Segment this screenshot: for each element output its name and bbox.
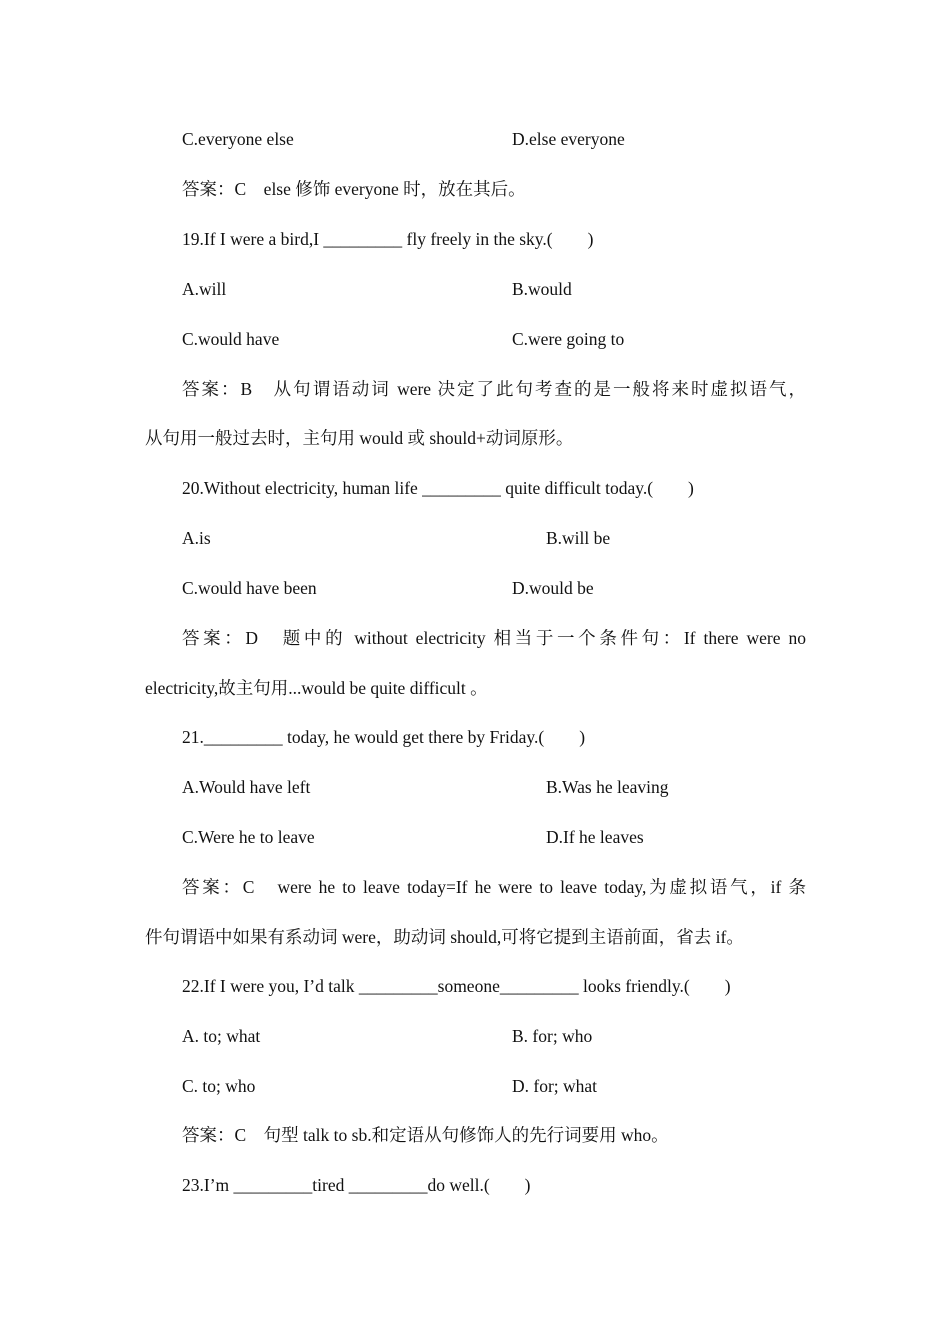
q19-option-b: B.would bbox=[512, 279, 572, 299]
q19-option-c: C.would have bbox=[182, 329, 280, 349]
q22-stem: 22.If I were you, I’d talk _________someone_________ looks friendly.( ) bbox=[182, 976, 731, 996]
q21-option-b: B.Was he leaving bbox=[546, 777, 669, 797]
q19-answer-line2: 从句用一般过去时，主句用 would 或 should+动词原形。 bbox=[145, 428, 574, 448]
q20-option-a: A.is bbox=[182, 528, 211, 548]
q22-option-d: D. for; what bbox=[512, 1076, 598, 1096]
q22-answer: 答案：C 句型 talk to sb.和定语从句修饰人的先行词要用 who。 bbox=[182, 1125, 669, 1145]
q19-option-d: C.were going to bbox=[512, 329, 625, 349]
q19-stem: 19.If I were a bird,I _________ fly freely in the sky.( ) bbox=[182, 229, 594, 249]
q20-option-b: B.will be bbox=[546, 528, 611, 548]
q22-option-a: A. to; what bbox=[182, 1026, 261, 1046]
q18-option-c: C.everyone else bbox=[182, 129, 294, 149]
q18-answer: 答案：C else 修饰 everyone 时，放在其后。 bbox=[182, 179, 526, 199]
q21-stem: 21._________ today, he would get there by Friday.( ) bbox=[182, 727, 586, 747]
q21-option-a: A.Would have left bbox=[182, 777, 311, 797]
q20-answer-line1: 答案：D 题中的 without electricity 相当于一个条件句：If there were no bbox=[182, 628, 806, 648]
q21-answer-line2: 件句谓语中如果有系动词 were，助动词 should,可将它提到主语前面，省去 if。 bbox=[145, 927, 744, 947]
q22-option-c: C. to; who bbox=[182, 1076, 256, 1096]
q19-answer-line1: 答案：B 从句谓语动词 were 决定了此句考查的是一般将来时虚拟语气， bbox=[182, 379, 806, 399]
q21-answer-line1: 答案：C were he to leave today=If he were to leave today,为虚拟语气，if 条 bbox=[182, 877, 806, 897]
q20-answer-line2: electricity,故主句用...would be quite difficult 。 bbox=[145, 678, 488, 698]
q20-option-d: D.would be bbox=[512, 578, 594, 598]
q20-stem: 20.Without electricity, human life _________ quite difficult today.( ) bbox=[182, 478, 694, 498]
q18-option-d: D.else everyone bbox=[512, 129, 625, 149]
q21-option-d: D.If he leaves bbox=[546, 827, 644, 847]
q19-option-a: A.will bbox=[182, 279, 227, 299]
q21-option-c: C.Were he to leave bbox=[182, 827, 315, 847]
q20-option-c: C.would have been bbox=[182, 578, 317, 598]
q22-option-b: B. for; who bbox=[512, 1026, 593, 1046]
q23-stem: 23.I’m _________tired _________do well.( ) bbox=[182, 1175, 531, 1195]
